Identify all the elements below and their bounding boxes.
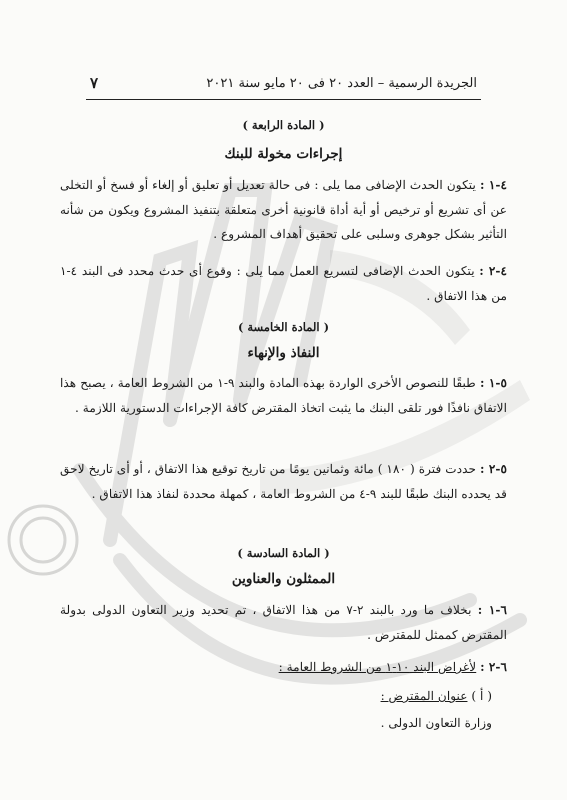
- publication-header: الجريدة الرسمية – العدد ٢٠ فى ٢٠ مايو سنة ٢٠٢١: [206, 76, 477, 91]
- clause-6-2: [60, 655, 507, 680]
- page-number: ٧: [90, 74, 99, 92]
- clause-4-1: [60, 173, 507, 247]
- clause-number: ٤-١ :: [479, 178, 508, 192]
- clause-text: يتكون الحدث الإضافى لتسريع العمل مما يلى : وقوع أى حدث محدد فى البند ٤-١ من هذا الاتفاق .: [60, 264, 507, 303]
- clause-text: يتكون الحدث الإضافى مما يلى : فى حالة تعديل أو تعليق أو إلغاء أو فسخ أو التخلى عن أى تشريع أو ترخيص أو أية أداة قانونية أخرى متعلقة بتنفيذ المشروع ويكون من شأنه التأثير بشكل جوهرى وسلبى على تحقيق أهداف المشروع .: [60, 178, 507, 241]
- item-a: [60, 684, 492, 709]
- clause-number: ٤-٢ :: [479, 264, 507, 278]
- item-a-label: ( أ ): [471, 689, 492, 703]
- clause-6-1: [60, 598, 507, 647]
- clause-number: ٥-١ :: [479, 376, 508, 390]
- article-5-label: ( المادة الخامسة ): [237, 320, 330, 334]
- clause-4-2: [60, 259, 507, 308]
- clause-number: ٦-١ :: [477, 603, 507, 617]
- clause-text: حددت فترة ( ١٨٠ ) مائة وثمانين يومًا من تاريخ توقيع هذا الاتفاق ، أو أى تاريخ لاحق قد يحدده البنك طبقًا للبند ٩-٤ من الشروط العامة ، كمهلة محددة لنفاذ هذا الاتفاق .: [60, 462, 507, 501]
- article-6-label: ( المادة السادسة ): [237, 546, 330, 560]
- clause-5-2: [60, 457, 507, 506]
- item-a-text: عنوان المقترض :: [380, 689, 468, 703]
- clause-text: طبقًا للنصوص الأخرى الواردة بهذه المادة والبند ٩-١ من الشروط العامة ، يصبح هذا الاتفاق نافذًا فور تلقى البنك ما يثبت اتخاذ المقترض كافة الإجراءات الدستورية اللازمة .: [60, 376, 507, 415]
- clause-text: لأغراض البند ١٠-١ من الشروط العامة :: [278, 660, 477, 674]
- clause-text: بخلاف ما ورد بالبند ٢-٧ من هذا الاتفاق ، تم تحديد وزير التعاون الدولى بدولة المقترض كممثل للمقترض .: [60, 603, 507, 642]
- article-5-heading: النفاذ والإنهاء: [247, 345, 320, 361]
- clause-number: ٦-٢ :: [480, 660, 507, 674]
- header-divider: [86, 99, 481, 100]
- article-6-heading: الممثلون والعناوين: [231, 571, 336, 587]
- article-4-heading: إجراءات مخولة للبنك: [224, 146, 343, 162]
- article-4-label: ( المادة الرابعة ): [242, 118, 325, 132]
- address-line: وزارة التعاون الدولى .: [380, 716, 492, 730]
- clause-5-1: [60, 371, 507, 420]
- clause-number: ٥-٢ :: [480, 462, 508, 476]
